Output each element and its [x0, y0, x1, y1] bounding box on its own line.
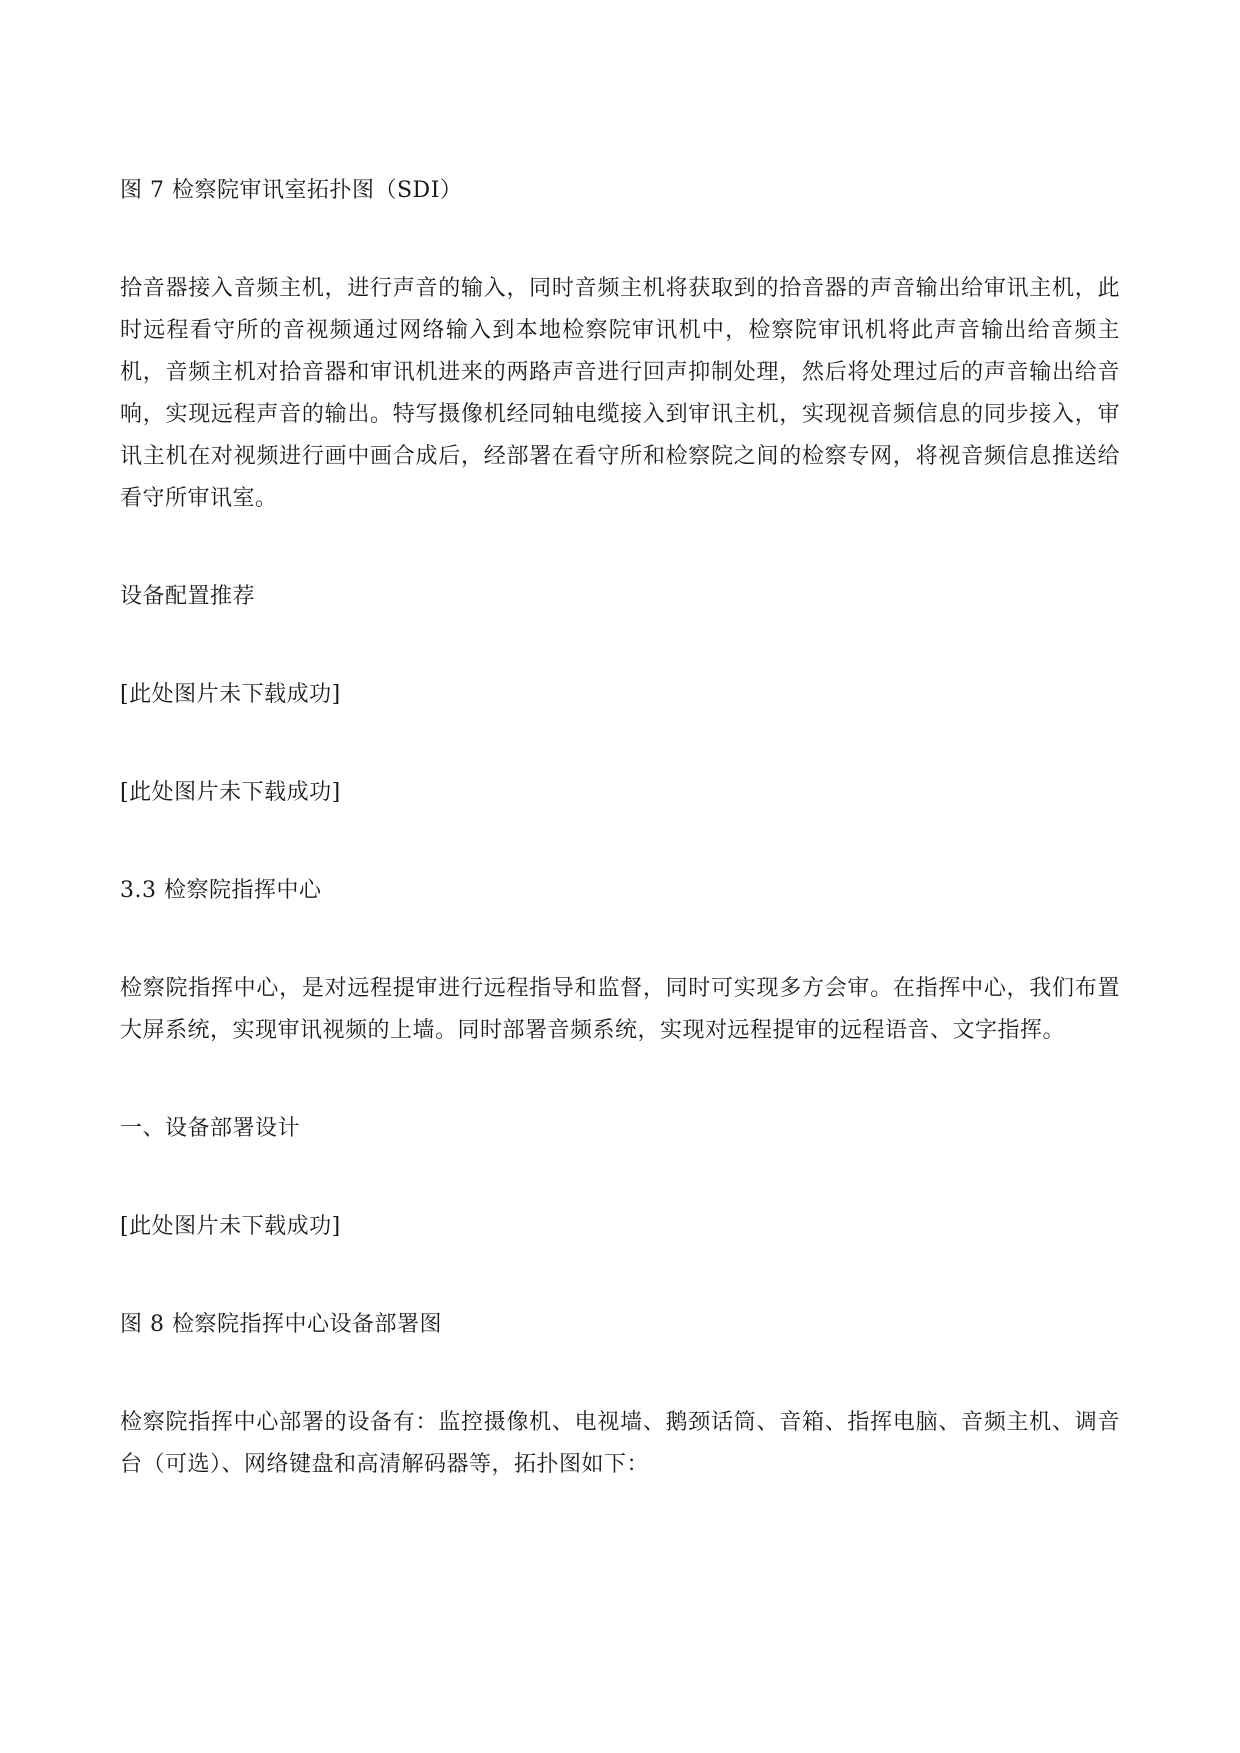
figure-caption-7: 图 7 检察院审讯室拓扑图（SDI）	[120, 178, 463, 203]
section-heading-equipment: 设备配置推荐	[120, 584, 256, 609]
body-paragraph-command-center: 检察院指挥中心，是对远程提审进行远程指导和监督，同时可实现多方会审。在指挥中心，我们布置大屏系统，实现审讯视频的上墙。同时部署音频系统，实现对远程提审的远程语音、文字指挥。	[120, 976, 1120, 1043]
image-placeholder-1: [此处图片未下载成功]	[120, 682, 341, 707]
image-placeholder-3: [此处图片未下载成功]	[120, 1214, 341, 1239]
image-placeholder-2: [此处图片未下载成功]	[120, 780, 341, 805]
document-page	[120, 170, 1120, 1486]
figure-caption-8: 图 8 检察院指挥中心设备部署图	[120, 1312, 442, 1337]
body-paragraph-devices: 检察院指挥中心部署的设备有：监控摄像机、电视墙、鹅颈话筒、音箱、指挥电脑、音频主机、调音台（可选）、网络键盘和高清解码器等，拓扑图如下：	[120, 1410, 1120, 1477]
section-heading-deployment: 一、设备部署设计	[120, 1116, 301, 1141]
body-paragraph-audio: 拾音器接入音频主机，进行声音的输入，同时音频主机将获取到的拾音器的声音输出给审讯主机，此时远程看守所的音视频通过网络输入到本地检察院审讯机中，检察院审讯机将此声音输出给音频主机，音频主机对拾音器和审讯机进来的两路声音进行回声抑制处理，然后将处理过后的声音输出给音响，实现远程声音的输出。特写摄像机经同轴电缆接入到审讯主机，实现视音频信息的同步接入，审讯主机在对视频进行画中画合成后，经部署在看守所和检察院之间的检察专网，将视音频信息推送给看守所审讯室。	[120, 276, 1120, 511]
section-heading-3-3: 3.3 检察院指挥中心	[120, 878, 322, 903]
